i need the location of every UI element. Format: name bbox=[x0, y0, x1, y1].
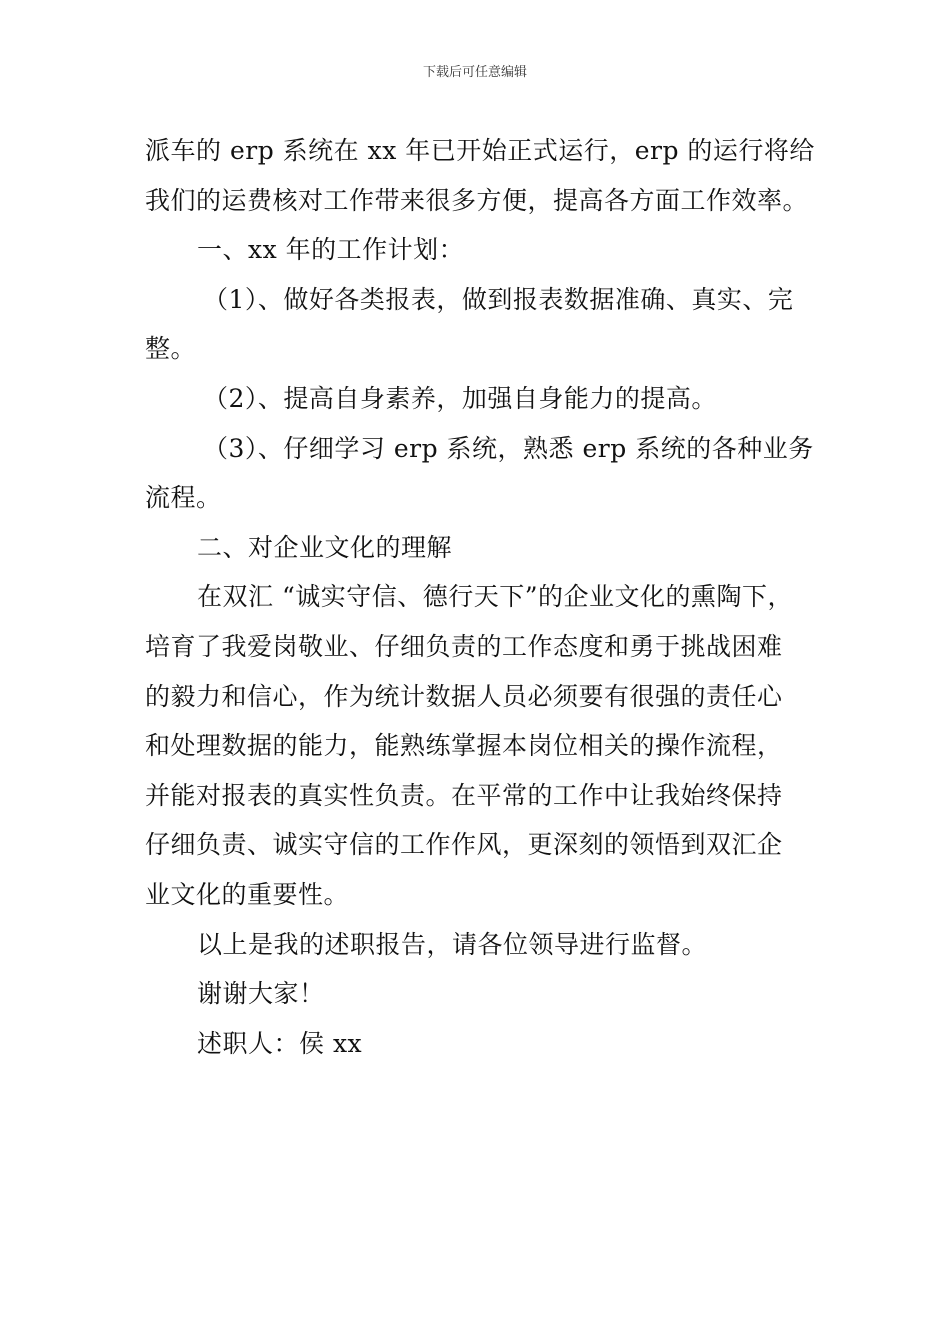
text-line: 二、对企业文化的理解 bbox=[197, 532, 453, 562]
paragraph-closing bbox=[145, 920, 815, 970]
paragraph-culture bbox=[145, 572, 815, 919]
text-line: 述职人：侯 xx bbox=[197, 1028, 363, 1058]
text-line: 仔细负责、诚实守信的工作作风，更深刻的领悟到双汇企 bbox=[145, 830, 783, 860]
document-body bbox=[145, 126, 815, 1068]
text-line: 培育了我爱岗敬业、仔细负责的工作态度和勇于挑战困难 bbox=[145, 631, 783, 661]
plan-item-1 bbox=[145, 275, 815, 374]
text-line: （1）、做好各类报表，做到报表数据准确、真实、完 bbox=[203, 284, 794, 314]
text-line: 业文化的重要性。 bbox=[145, 879, 350, 909]
text-line: 流程。 bbox=[145, 483, 222, 513]
paragraph-erp-intro bbox=[145, 126, 815, 225]
signature-line bbox=[145, 1019, 815, 1069]
plan-item-2 bbox=[145, 374, 815, 424]
page-header: 下载后可任意编辑 bbox=[422, 65, 527, 80]
section-heading-culture bbox=[145, 523, 815, 573]
section-heading-work-plan bbox=[145, 225, 815, 275]
text-line: （2）、提高自身素养，加强自身能力的提高。 bbox=[203, 383, 717, 413]
text-line: （3）、仔细学习 erp 系统，熟悉 erp 系统的各种业务 bbox=[203, 433, 814, 463]
text-line: 谢谢大家！ bbox=[197, 979, 325, 1009]
text-line: 一、xx 年的工作计划： bbox=[197, 235, 465, 265]
text-line: 派车的 erp 系统在 xx 年已开始正式运行，erp 的运行将给 bbox=[145, 136, 815, 165]
text-line: 整。 bbox=[145, 334, 197, 364]
paragraph-thanks bbox=[145, 969, 815, 1019]
text-line: 以上是我的述职报告，请各位领导进行监督。 bbox=[197, 929, 708, 959]
text-line: 的毅力和信心，作为统计数据人员必须要有很强的责任心 bbox=[145, 681, 783, 711]
text-line: 和处理数据的能力，能熟练掌握本岗位相关的操作流程， bbox=[145, 731, 783, 761]
text-line: 在双汇 “诚实守信、德行天下”的企业文化的熏陶下， bbox=[197, 582, 794, 612]
text-line: 并能对报表的真实性负责。在平常的工作中让我始终保持 bbox=[145, 780, 783, 810]
text-line: 我们的运费核对工作带来很多方便，提高各方面工作效率。 bbox=[145, 185, 809, 215]
plan-item-3 bbox=[145, 424, 815, 523]
